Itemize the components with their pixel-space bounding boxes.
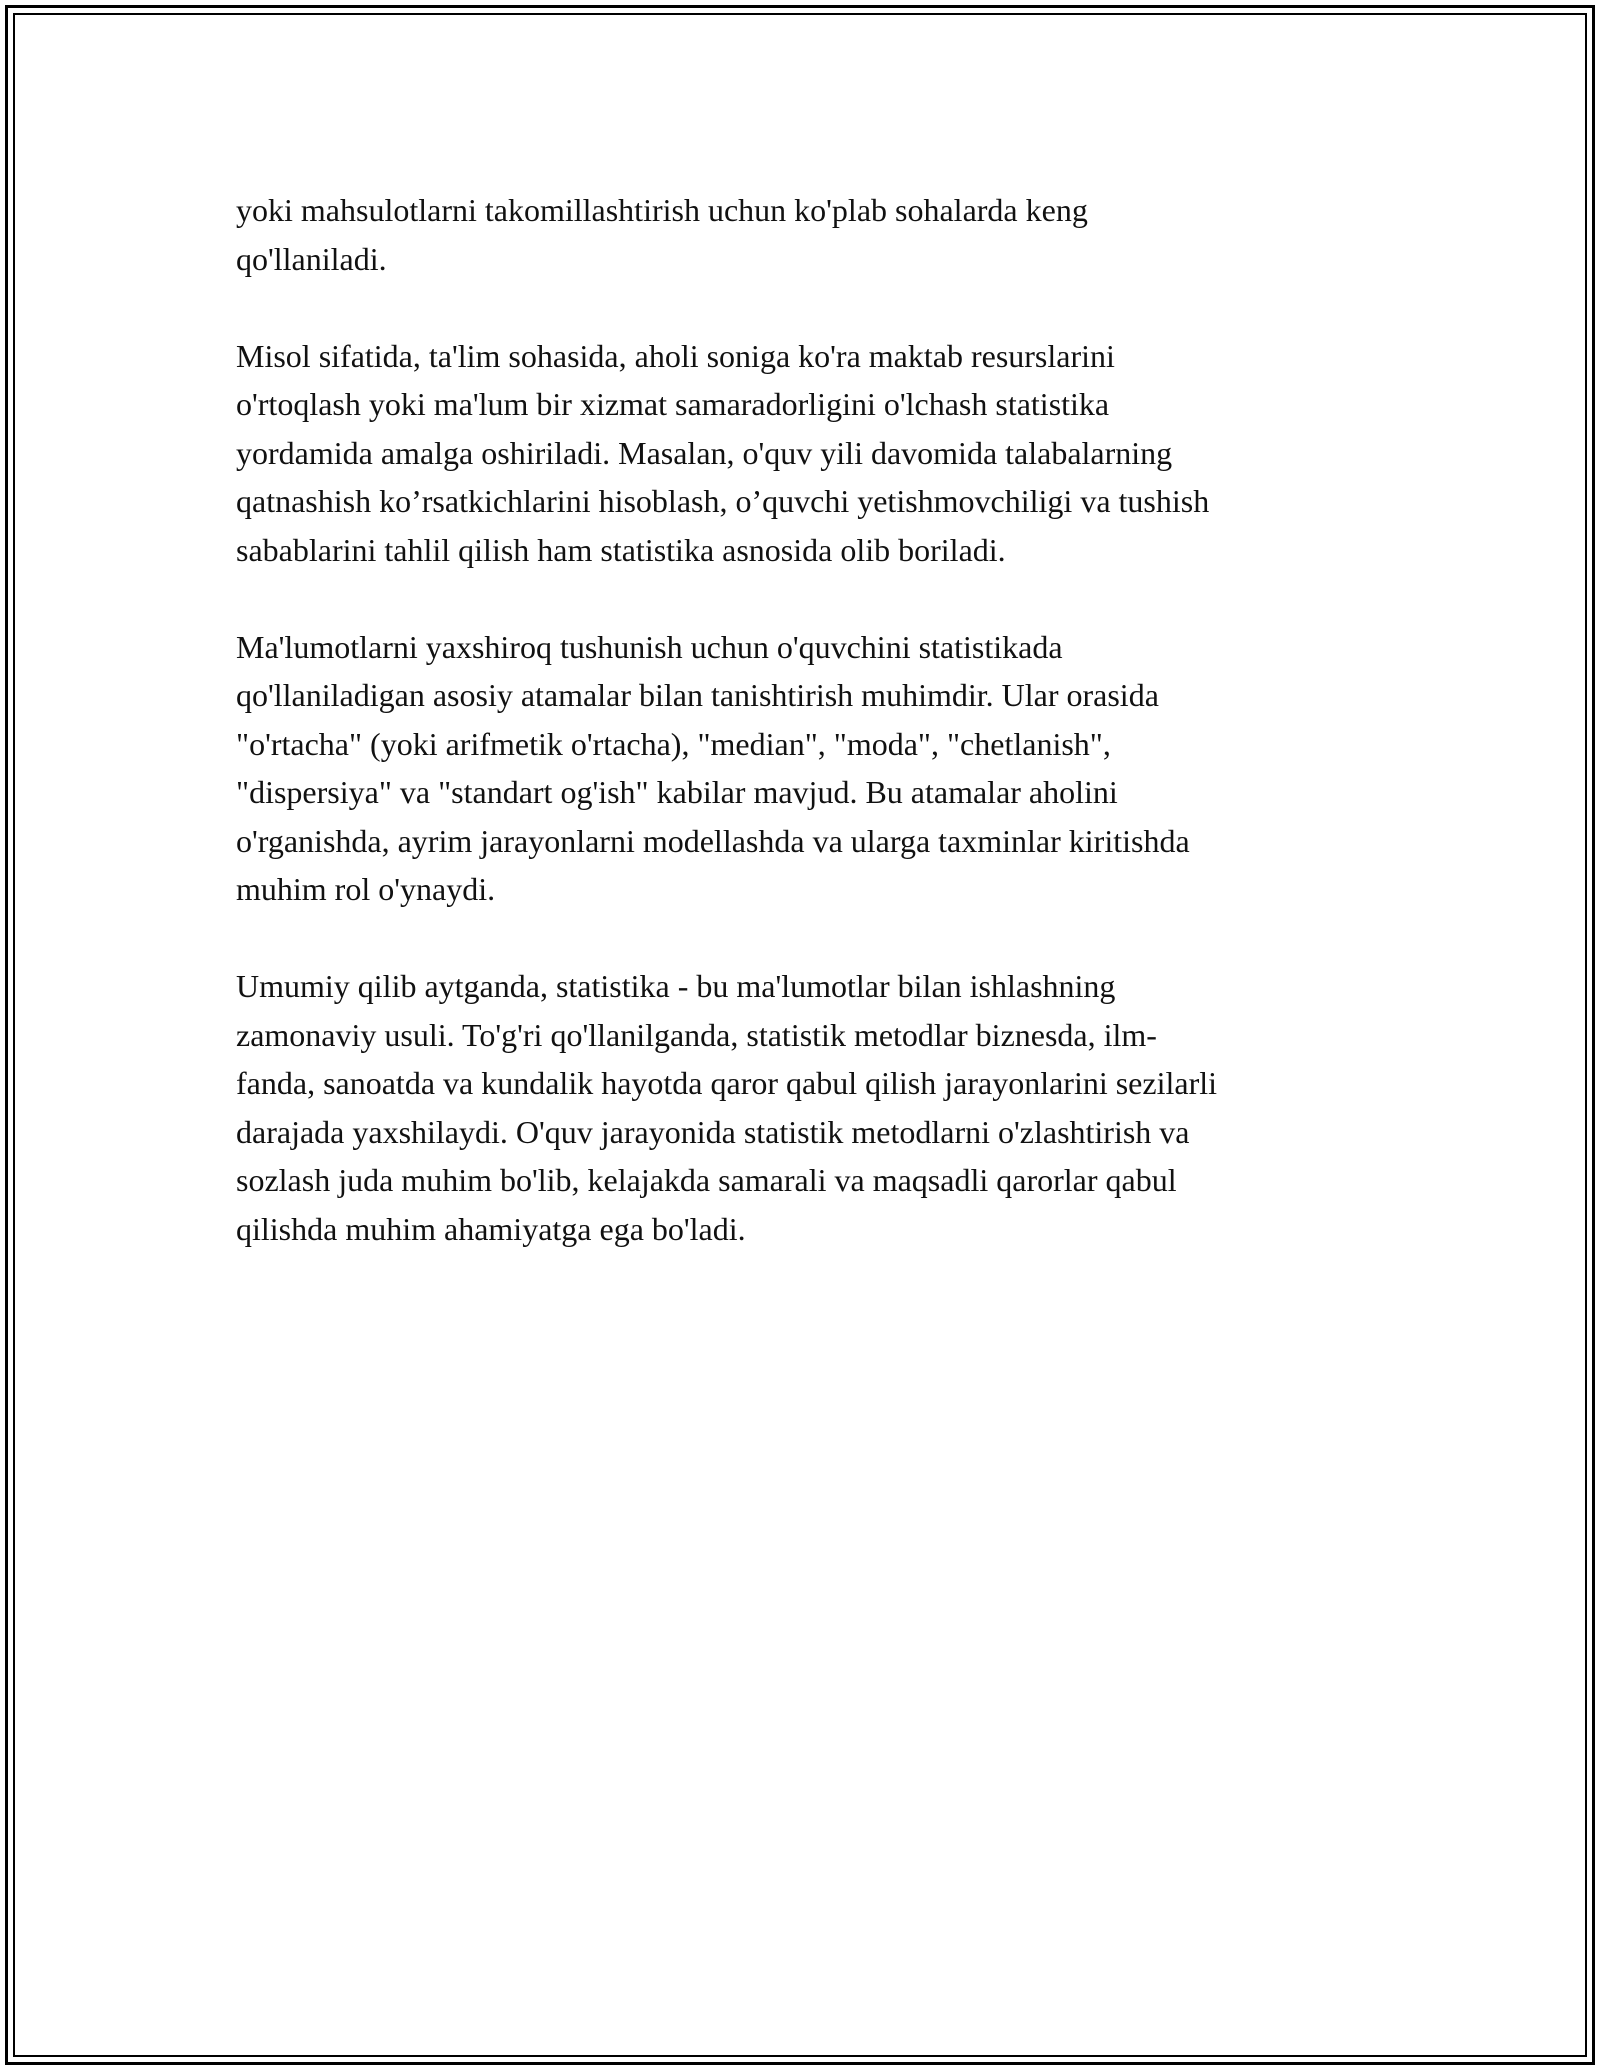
text-line: "o'rtacha" (yoki arifmetik o'rtacha), "median", "moda", "chetlanish", [236, 725, 1111, 762]
text-line: yordamida amalga oshiriladi. Masalan, o'quv yili davomida talabalarning [236, 434, 1173, 471]
paragraph-3 [236, 623, 1366, 914]
text-line: qatnashish ko’rsatkichlarini hisoblash, o’quvchi yetishmovchiligi va tushish [236, 483, 1210, 519]
text-line: sozlash juda muhim bo'lib, kelajakda samarali va maqsadli qarorlar qabul [236, 1162, 1177, 1198]
text-line: Ma'lumotlarni yaxshiroq tushunish uchun o'quvchini statistikada [236, 628, 1063, 665]
paragraph-2 [236, 332, 1366, 575]
text-line: o'rganishda, ayrim jarayonlarni modellashda va ularga taxminlar kiritishda [236, 822, 1190, 859]
text-line: o'rtoqlash yoki ma'lum bir xizmat samaradorligini o'lchash statistika [236, 386, 1110, 422]
text-line: "dispersiya" va "standart og'ish" kabilar mavjud. Bu atamalar aholini [236, 774, 1118, 810]
text-line: darajada yaxshilaydi. O'quv jarayonida statistik metodlarni o'zlashtirish va [236, 1113, 1190, 1150]
text-line: qilishda muhim ahamiyatga ega bo'ladi. [236, 1210, 746, 1247]
text-line: fanda, sanoatda va kundalik hayotda qaror qabul qilish jarayonlarini sezilarli [236, 1065, 1217, 1101]
paragraph-4 [236, 962, 1366, 1253]
text-line: qo'llaniladi. [236, 240, 387, 277]
text-line: yoki mahsulotlarni takomillashtirish uchun ko'plab sohalarda keng [236, 192, 1088, 228]
text-line: sabablarini tahlil qilish ham statistika asnosida olib boriladi. [236, 531, 1006, 568]
document-body [236, 186, 1366, 1302]
paragraph-1 [236, 186, 1366, 283]
text-line: muhim rol o'ynaydi. [236, 871, 496, 907]
text-line: Umumiy qilib aytganda, statistika - bu ma'lumotlar bilan ishlashning [236, 968, 1116, 1004]
text-line: qo'llaniladigan asosiy atamalar bilan tanishtirish muhimdir. Ular orasida [236, 677, 1159, 713]
text-line: Misol sifatida, ta'lim sohasida, aholi soniga ko'ra maktab resurslarini [236, 337, 1115, 374]
text-line: zamonaviy usuli. To'g'ri qo'llanilganda, statistik metodlar biznesda, ilm- [236, 1016, 1157, 1053]
